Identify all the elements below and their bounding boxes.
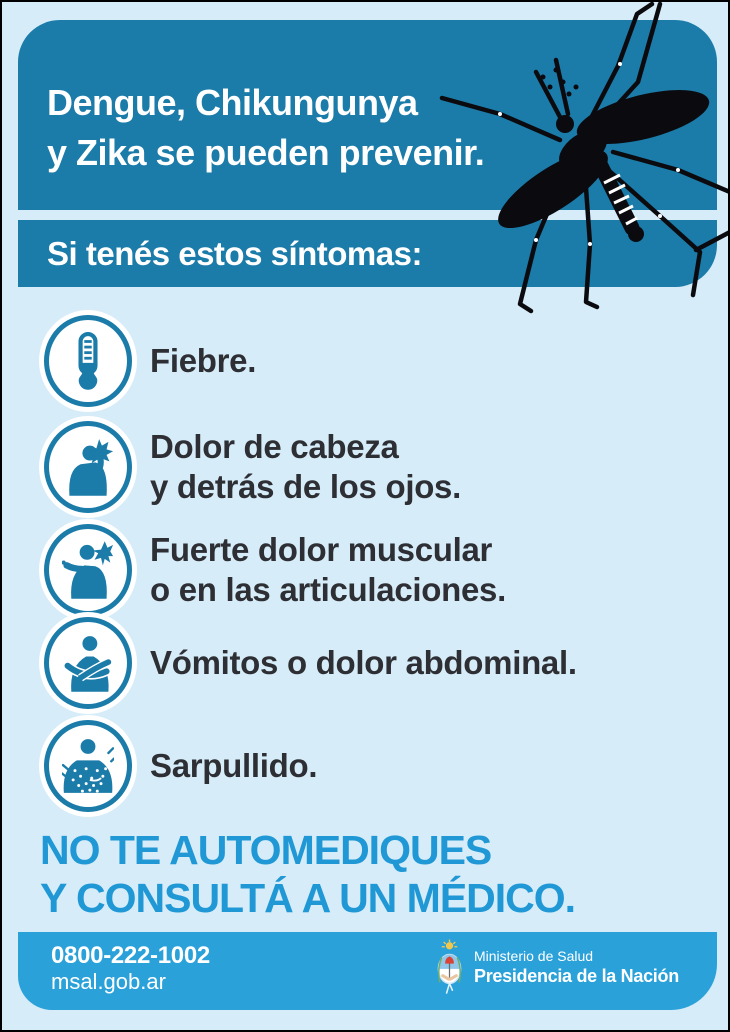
symptom-line: o en las articulaciones. [150,571,506,608]
mosquito-icon [438,2,730,324]
symptom-line: Fuerte dolor muscular [150,531,493,568]
symptom-line: Vómitos o dolor abdominal. [150,644,577,681]
symptom-line: Sarpullido. [150,747,318,784]
contact-info [51,942,210,995]
symptom-line: y detrás de los ojos. [150,468,461,505]
ministry-name: Ministerio de Salud [474,948,594,964]
title-line-2: y Zika se pueden prevenir. [47,132,485,173]
footer-bar [18,932,717,1010]
thermometer-icon [44,315,132,407]
symptom-row-vomitos [44,617,577,709]
poster-title [47,78,484,178]
symptom-text [150,530,506,610]
warning-line-1: NO TE AUTOMEDIQUES [40,827,492,873]
rash-person-icon [44,720,132,812]
symptom-row-dolor-cabeza [44,421,461,513]
symptom-text [150,427,461,507]
symptom-text [150,643,577,683]
symptom-line: Fiebre. [150,342,257,379]
symptom-text [150,746,317,786]
subtitle: Si tenés estos síntomas: [47,234,422,272]
argentina-coat-of-arms-icon [436,938,463,996]
symptom-row-sarpullido [44,720,317,812]
symptom-row-fiebre [44,315,256,407]
headache-person-icon [44,421,132,513]
abdominal-pain-person-icon [44,617,132,709]
title-line-1: Dengue, Chikungunya [47,82,418,123]
website: msal.gob.ar [51,969,166,994]
warning-line-2: Y CONSULTÁ A UN MÉDICO. [40,875,576,921]
phone-number: 0800-222-1002 [51,942,210,969]
ministry-text [474,947,679,987]
muscle-pain-person-icon [44,524,132,616]
symptom-text [150,341,256,381]
warning-message [40,826,575,922]
presidency-name: Presidencia de la Nación [474,966,679,986]
government-branding [436,938,679,996]
symptom-line: Dolor de cabeza [150,428,399,465]
symptom-row-dolor-muscular [44,524,506,616]
